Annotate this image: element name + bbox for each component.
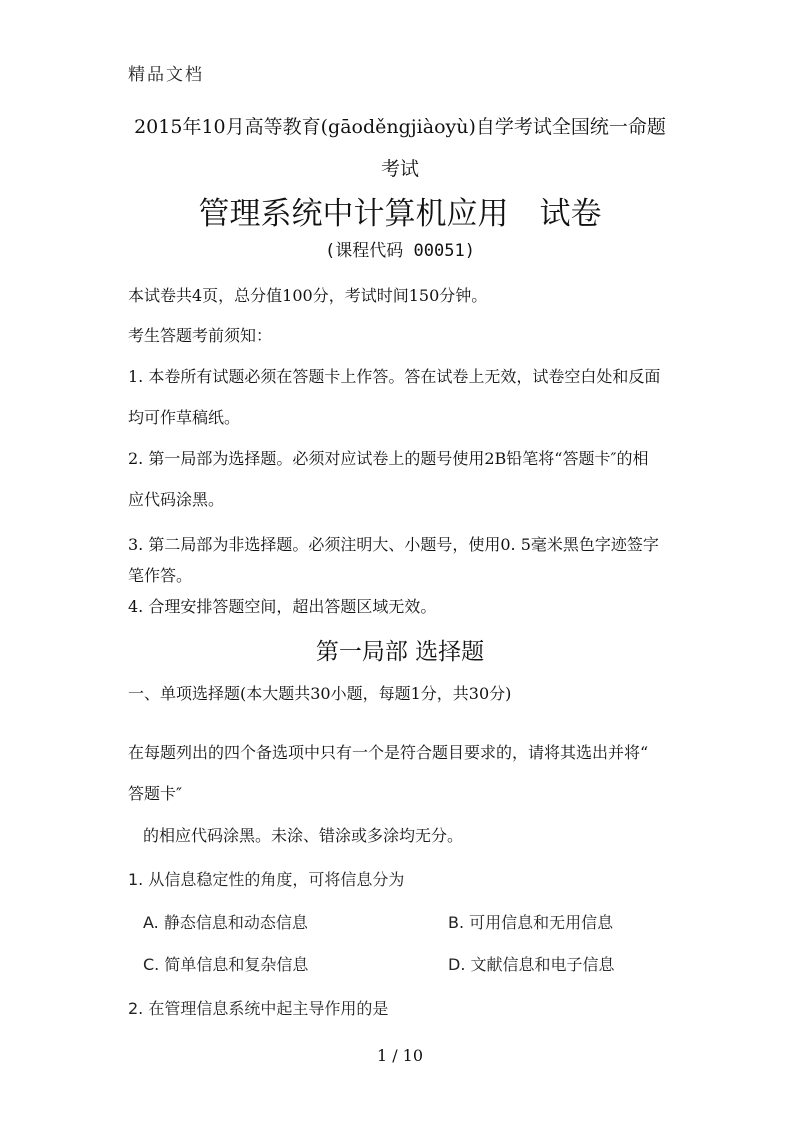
question-2-stem: 2. 在管理信息系统中起主导作用的是 (128, 999, 389, 1018)
paper-title: 管理系统中计算机应用 试卷 (198, 196, 602, 232)
question-1-stem: 1. 从信息稳定性的角度，可将信息分为 (128, 870, 405, 889)
exam-summary: 本试卷共4页，总分值100分，考试时间150分钟。 (128, 286, 488, 305)
rule-3-line-2: 笔作答。 (128, 566, 193, 585)
rule-1-line-2: 均可作草稿纸。 (128, 408, 241, 427)
rule-3-line-1: 3. 第二局部为非选择题。必须注明大、小题号，使用0. 5毫米黑色字迹签字 (128, 535, 659, 554)
course-code: (课程代码 00051) (325, 241, 475, 261)
question-1-option-b: B. 可用信息和无用信息 (448, 913, 614, 932)
rule-1-line-1: 1. 本卷所有试题必须在答题卡上作答。答在试卷上无效，试卷空白处和反面 (128, 367, 661, 386)
rule-2-line-1: 2. 第一局部为选择题。必须对应试卷上的题号使用2B铅笔将“答题卡″的相 (128, 449, 649, 468)
question-1-option-a: A. 静态信息和动态信息 (143, 913, 308, 932)
page-header-label: 精品文档 (128, 65, 204, 85)
rule-2-line-2: 应代码涂黑。 (128, 490, 225, 509)
instruction-line-1: 在每题列出的四个备选项中只有一个是符合题目要求的，请将其选出并将“ (128, 743, 649, 762)
page-number: 1 / 10 (376, 1046, 424, 1065)
rule-4-line-1: 4. 合理安排答题空间，超出答题区域无效。 (128, 597, 437, 616)
notice-heading: 考生答题考前须知： (128, 326, 273, 345)
question-1-option-d: D. 文献信息和电子信息 (448, 955, 615, 974)
instruction-line-2: 答题卡″ (128, 784, 182, 803)
section-heading: 一、单项选择题(本大题共30小题，每题1分，共30分) (128, 684, 512, 703)
part-one-title: 第一局部 选择题 (315, 639, 485, 665)
question-1-option-c: C. 简单信息和复杂信息 (143, 955, 309, 974)
exam-title-line-2: 考试 (380, 158, 419, 180)
instruction-line-3: 的相应代码涂黑。未涂、错涂或多涂均无分。 (143, 826, 464, 845)
exam-title-line-1: 2015年10月高等教育(gāoděngjiàoyù)自学考试全国统一命题 (134, 116, 666, 138)
